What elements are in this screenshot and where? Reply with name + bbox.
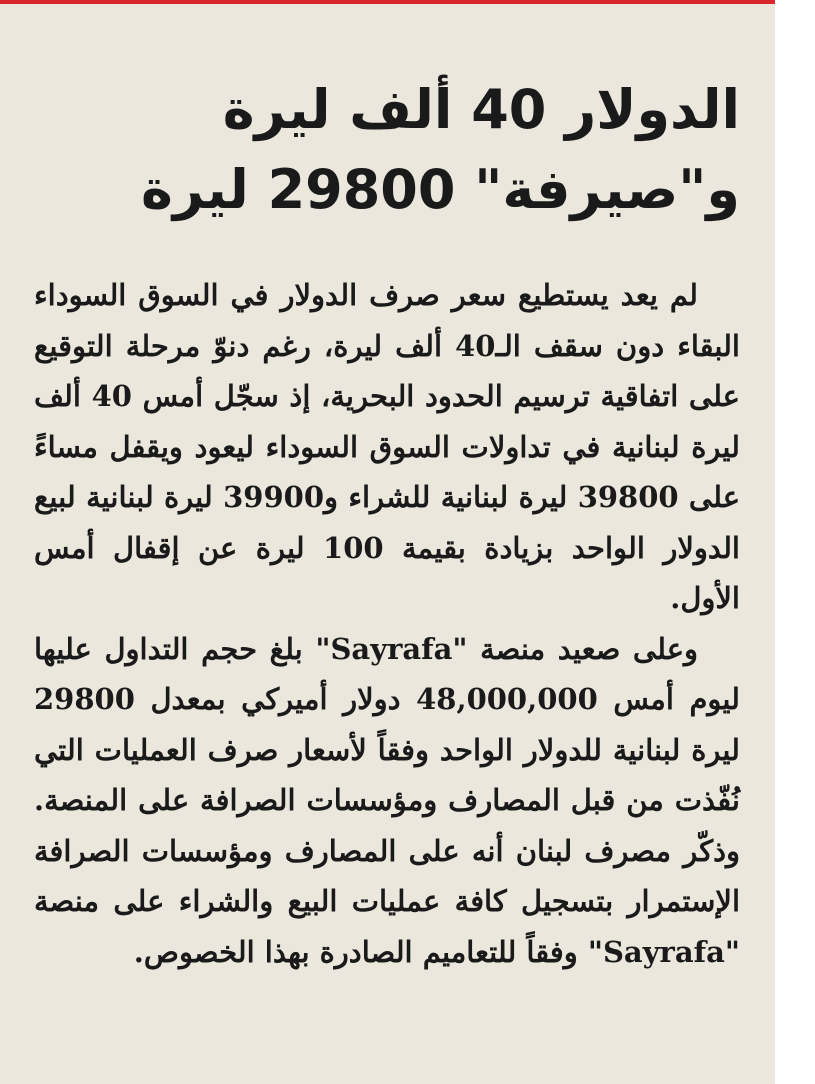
- article-body: [34, 270, 740, 977]
- headline-line-2: و"صيرفة" 29800 ليرة: [140, 158, 740, 221]
- article: [34, 70, 740, 977]
- paragraph-2: وعلى صعيد منصة "Sayrafa" بلغ حجم التداول عليها ليوم أمس 48,000,000 دولار أميركي بمعدل 29800 ليرة لبنانية للدولار الواحد وفقاً لأسعار صرف العمليات التي نُفّذت من قبل المصارف ومؤسسات الصرافة على المنصة. وذكّر مصرف لبنان أنه على المصارف ومؤسسات الصرافة الإستمرار بتسجيل كافة عمليات البيع والشراء على منصة "Sayrafa" وفقاً للتعاميم الصادرة بهذا الخصوص.: [34, 631, 740, 969]
- headline: [34, 70, 740, 230]
- paragraph-1: لم يعد يستطيع سعر صرف الدولار في السوق السوداء البقاء دون سقف الـ40 ألف ليرة، رغم دنوّ مرحلة التوقيع على اتفاقية ترسيم الحدود البحرية، إذ سجّل أمس 40 ألف ليرة لبنانية في تداولات السوق السوداء ليعود ويقفل مساءً على 39800 ليرة لبنانية للشراء و39900 ليرة لبنانية لبيع الدولار الواحد بزيادة بقيمة 100 ليرة عن إقفال أمس الأول.: [34, 278, 741, 615]
- headline-line-1: الدولار 40 ألف ليرة: [222, 78, 740, 141]
- top-accent-rule: [0, 0, 775, 4]
